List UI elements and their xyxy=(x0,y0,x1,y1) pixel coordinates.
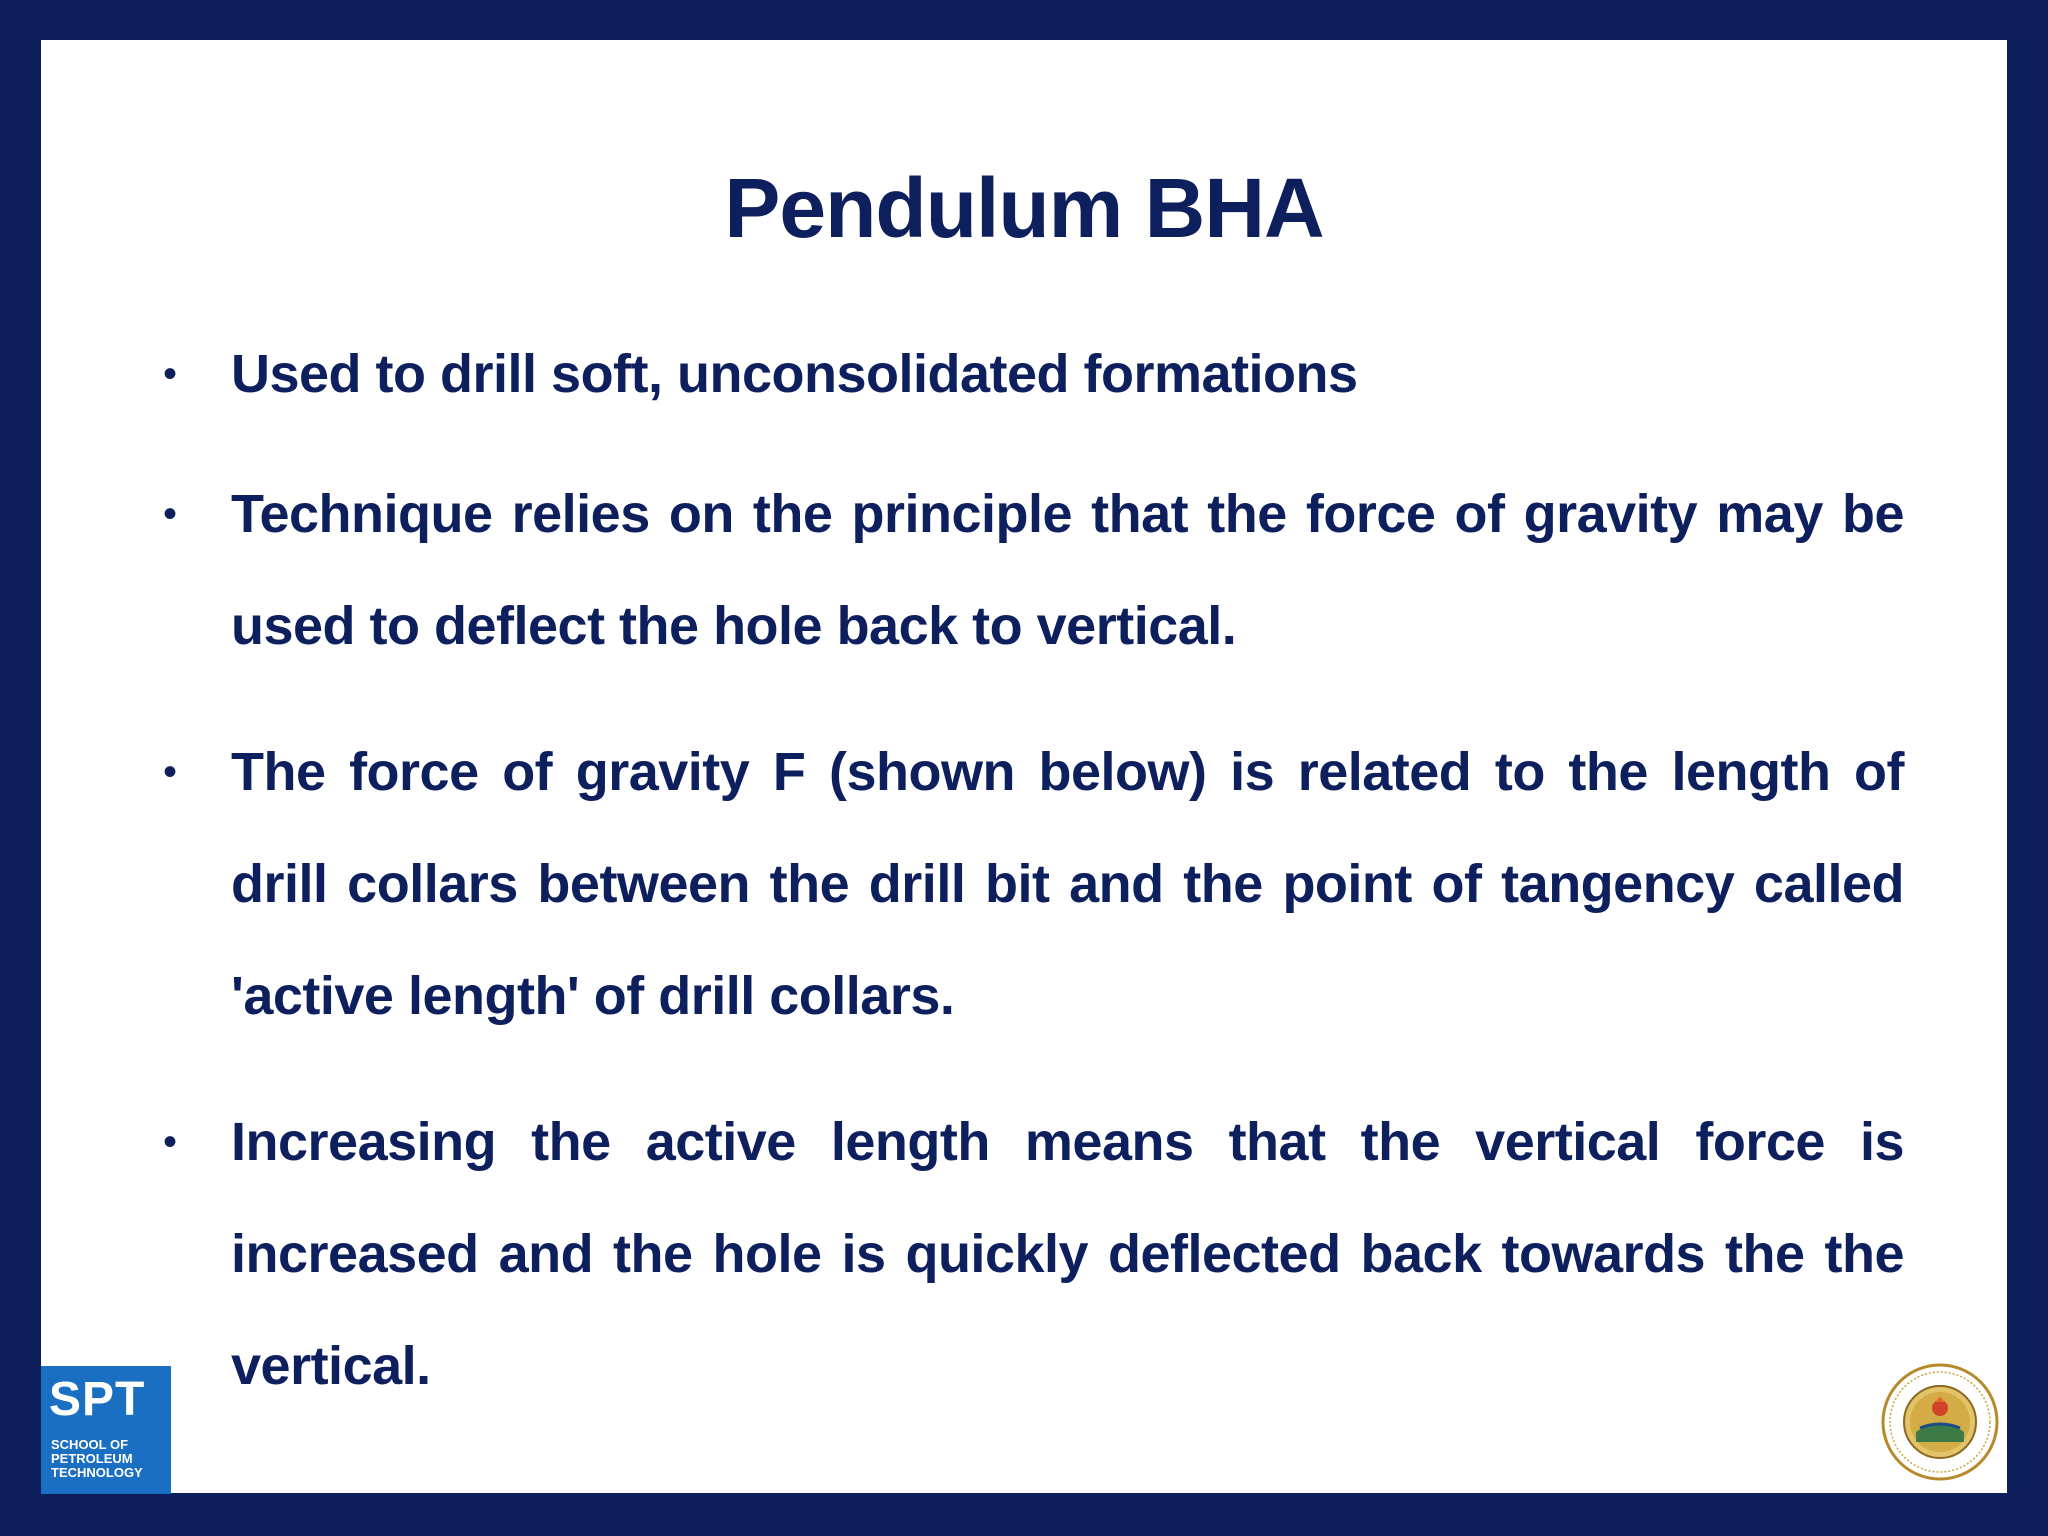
spt-logo-line2: PETROLEUM xyxy=(51,1451,133,1466)
spt-logo-line3: TECHNOLOGY xyxy=(51,1465,143,1480)
bullet-item xyxy=(163,716,1904,1052)
bullet-dot: • xyxy=(163,1120,178,1164)
bullet-dot: • xyxy=(163,750,178,794)
bullet-text: Increasing the active length means that the vertical force is increased and the hole is quickly deflected back towards the the vertical. xyxy=(231,1112,1904,1396)
bullet-text: Technique relies on the principle that the force of gravity may be used to deflect the hole back to vertical. xyxy=(231,484,1904,656)
bullet-item xyxy=(163,1086,1904,1422)
spt-logo-abbr: SPT xyxy=(49,1373,146,1426)
spt-logo-line1: SCHOOL OF xyxy=(51,1437,129,1452)
bullet-list xyxy=(163,318,1904,1456)
slide xyxy=(41,40,2007,1493)
spt-logo-fullname xyxy=(51,1438,163,1480)
bullet-dot: • xyxy=(163,492,178,536)
slide-title: Pendulum BHA xyxy=(724,161,1324,255)
bullet-text: The force of gravity F (shown below) is related to the length of drill collars between the drill bit and the point of tangency called 'active length' of drill collars. xyxy=(231,742,1904,1026)
bullet-item xyxy=(163,318,1904,430)
bullet-text: Used to drill soft, unconsolidated formations xyxy=(231,344,1358,404)
seal-graphic xyxy=(1880,1362,2000,1482)
spt-logo xyxy=(41,1366,171,1494)
bullet-dot: • xyxy=(163,352,178,396)
university-seal-icon xyxy=(1880,1362,2000,1482)
bullet-item xyxy=(163,458,1904,682)
